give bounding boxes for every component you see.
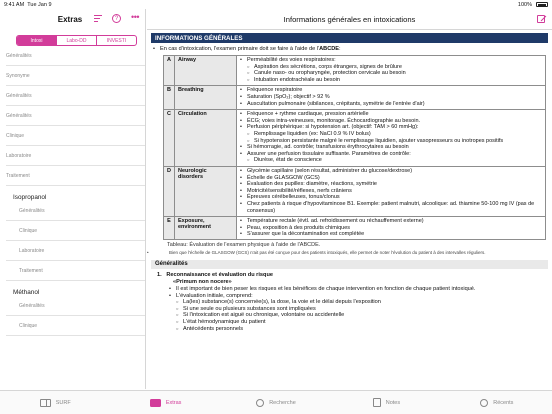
row-label: Breathing (174, 85, 236, 109)
intro-text (153, 43, 552, 55)
row-letter: D (164, 166, 175, 216)
bullet-text: • L'évaluation initiale, comprend: (169, 293, 544, 300)
divider (6, 220, 145, 221)
segment-investi[interactable]: INVESTI (96, 36, 136, 45)
search-icon (256, 399, 264, 407)
bullet-text: ○ Remplissage liquidien (ex: NaCl 0.9 % IV bolus) (240, 131, 542, 138)
tab-label: Extras (165, 399, 182, 406)
bullet-text: • Glycémie capillaire (selon résultat, administrer du glucose/dextrose) (240, 168, 542, 175)
bullet-text: ○ Intubation endotrachéale au besoin (240, 77, 542, 84)
bullet-text: ○ La(les) substance(s) concernée(s), la dose, la voie et le délai depuis l'exposition (169, 299, 544, 306)
row-content (236, 109, 545, 166)
tab-label: Récents (493, 399, 514, 406)
table-row (164, 85, 546, 109)
table-row (164, 109, 546, 166)
sidebar-subitem[interactable]: Généralités (6, 113, 32, 119)
intro-suffix: : (339, 46, 341, 52)
list-item-title: Reconnaissance et évaluation du risque (166, 271, 273, 278)
compose-icon[interactable] (537, 15, 545, 23)
sidebar-title: Extras (57, 15, 83, 24)
list-menu-icon[interactable] (94, 15, 102, 22)
bag-icon (150, 399, 161, 407)
divider (6, 145, 145, 146)
divider (6, 185, 145, 186)
status-time: 9:41 AM (4, 1, 25, 8)
sidebar-header (0, 9, 145, 31)
row-label: Neurologic disorders (174, 166, 236, 216)
divider (6, 105, 145, 106)
bullet-text: • Motricité/sensibilité/réflexes, nerfs crâniens (240, 188, 542, 195)
bullet-text: • Échelle de GLASGOW (GCS) (240, 175, 542, 182)
sidebar-item[interactable]: Méthanol (13, 289, 40, 296)
clock-icon (480, 399, 488, 407)
bullet-text: ○ Diurèse, état de conscience (240, 157, 542, 164)
bullet-text: ○ Si l'intoxication est aiguë ou chronique, volontaire ou accidentelle (169, 312, 544, 319)
bullet-text: • S'assurer que la décontamination est complétée (240, 231, 542, 238)
table-row (164, 216, 546, 240)
intro-bold: ABCDE (319, 46, 340, 52)
sidebar-list (0, 53, 145, 336)
row-label: Exposure, environment (174, 216, 236, 240)
table-row (164, 55, 546, 85)
bullet-text: ○ L'état hémodynamique du patient (169, 319, 544, 326)
generalites-heading: Généralités (151, 260, 548, 269)
bullet-text: • Saturation (SpO₂); objectif > 92 % (240, 94, 542, 101)
sidebar-subitem[interactable]: Synonyme (6, 73, 30, 79)
sidebar-subitem[interactable]: Généralités (19, 303, 45, 309)
tab-notes[interactable] (331, 398, 441, 407)
divider (6, 85, 145, 86)
list-item-subtitle: «Primum non nocere» (173, 278, 232, 285)
content-pane (147, 9, 552, 389)
divider (6, 165, 145, 166)
sidebar-subitem[interactable]: Traitement (19, 268, 43, 274)
bullet-text: ○ Canule naso- ou oropharyngée, protection cervicale au besoin (240, 70, 542, 77)
row-label: Airway (174, 55, 236, 85)
bullet-text: • Température rectale (évtl. ad. refroidissement ou réchauffement externe) (240, 218, 542, 225)
bullet-text: • Perméabilité des voies respiratoires: (240, 57, 542, 64)
row-letter: A (164, 55, 175, 85)
bullet-text: • Perfusion périphérique: si hypotension art. (objectif: TAM > 60 mmHg): (240, 124, 542, 131)
segment-intoxi[interactable]: Intoxi (17, 36, 56, 45)
notes-icon (373, 398, 381, 407)
bullet-text: ○ Si hypotension persistante malgré le remplissage liquidien, ajouter vasopresseurs ou inotropes positifs (240, 138, 542, 145)
divider (6, 315, 145, 316)
sidebar-subitem[interactable]: Laboratoire (19, 248, 45, 254)
divider (6, 335, 145, 336)
list-number: 1. (157, 271, 162, 278)
sidebar-subitem[interactable]: Généralités (6, 53, 32, 59)
bullet-text: • Fréquence respiratoire (240, 87, 542, 94)
book-icon (40, 399, 51, 407)
sidebar-subitem[interactable]: Clinique (19, 228, 38, 234)
battery-icon (536, 2, 548, 7)
divider (6, 125, 145, 126)
sidebar-item[interactable]: Isopropanol (13, 194, 47, 201)
bullet-text: • Auscultation pulmonaire (sibilances, crépitants, symétrie de l'entrée d'air) (240, 101, 542, 108)
divider (6, 280, 145, 281)
sidebar (0, 9, 146, 389)
row-content (236, 166, 545, 216)
sidebar-subitem[interactable]: Traitement (6, 173, 30, 179)
battery-percent: 100% (517, 1, 532, 8)
sidebar-subitem[interactable]: Clinique (6, 133, 25, 139)
row-content (236, 85, 545, 109)
category-segmented-control (16, 35, 137, 46)
section-heading: INFORMATIONS GÉNÉRALES (151, 33, 548, 43)
bullet-text: • Peau, exposition à des produits chimiques (240, 225, 542, 232)
intro-prefix: En cas d'intoxication, l'examen primaire doit se faire à l'aide de l' (160, 46, 320, 52)
more-options-icon[interactable]: ••• (131, 12, 139, 22)
numbered-list (147, 269, 552, 332)
bullet-text: • Épreuves cérébelleuses, tonus/clonus (240, 194, 542, 201)
tab-label: Notes (385, 399, 401, 406)
table-row (164, 166, 546, 216)
tab-recents[interactable] (442, 399, 552, 407)
row-content (236, 55, 545, 85)
tab-label: Recherche (269, 399, 296, 406)
help-icon[interactable]: ? (112, 14, 121, 23)
tab-surf[interactable] (0, 399, 110, 407)
bullet-text: • Si hémorragie, ad. contrôle; transfusions érythrocytaires au besoin (240, 144, 542, 151)
footnote: • Bien que l'échelle de GLASGOW (GCS) n'ait pas été conçue pour des patients intoxiqués, elle permet de noter l'évolution du patient à des intervalles réguliers. (147, 248, 552, 256)
bullet-text: ○ Aspiration des sécrétions, corps étrangers, signes de brûlure (240, 64, 542, 71)
row-letter: B (164, 85, 175, 109)
bullet-text: • Assurer une perfusion tissulaire suffisante. Paramètres de contrôle: (240, 151, 542, 158)
segment-labo-dd[interactable]: Labo-DD (56, 36, 96, 45)
row-letter: E (164, 216, 175, 240)
tab-label: SURF (55, 399, 71, 406)
bullet-text: • Évaluation des pupilles: diamètre, réactions, symétrie (240, 181, 542, 188)
divider (6, 240, 145, 241)
sidebar-subitem[interactable]: Clinique (19, 323, 38, 329)
status-date: Tue Jan 9 (27, 1, 52, 8)
sidebar-subitem[interactable]: Généralités (6, 93, 32, 99)
status-bar (0, 0, 552, 9)
bullet-text: • Il est important de bien peser les risques et les bénéfices de chaque intervention en fonction de chaque patient intoxiqué. (169, 286, 544, 293)
bullet-text: ○ Si une seule ou plusieurs substances sont impliquées (169, 306, 544, 313)
sidebar-subitem[interactable]: Généralités (19, 208, 45, 214)
tab-recherche[interactable] (221, 399, 331, 407)
sidebar-subitem[interactable]: Laboratoire (6, 153, 32, 159)
list-item-heading (157, 272, 544, 279)
content-header (147, 9, 552, 30)
tab-extras[interactable] (110, 399, 220, 407)
bullet-text: ○ Antécédents personnels (169, 326, 544, 333)
table-caption: Tableau: Évaluation de l'examen physique à l'aide de l'ABCDE. (167, 242, 321, 249)
row-content (236, 216, 545, 240)
bullet-text: • ÉCG; voies intra-veineuses, monitorage. Échocardiographie au besoin. (240, 118, 542, 125)
bullet-text: • Fréquence + rythme cardiaque, pression artérielle (240, 111, 542, 118)
row-letter: C (164, 109, 175, 166)
page-title: Informations générales en intoxications (283, 14, 416, 24)
bullet-text: • Chez patients à risque d'hypovitaminose B1. Exemple: patient malnutri, alcoolique: ad. thiamine 50-100 mg IV (pas de consensus) (240, 201, 542, 214)
row-label: Circulation (174, 109, 236, 166)
divider (6, 260, 145, 261)
abcde-table (163, 55, 546, 241)
tab-bar (0, 390, 552, 414)
divider (6, 65, 145, 66)
